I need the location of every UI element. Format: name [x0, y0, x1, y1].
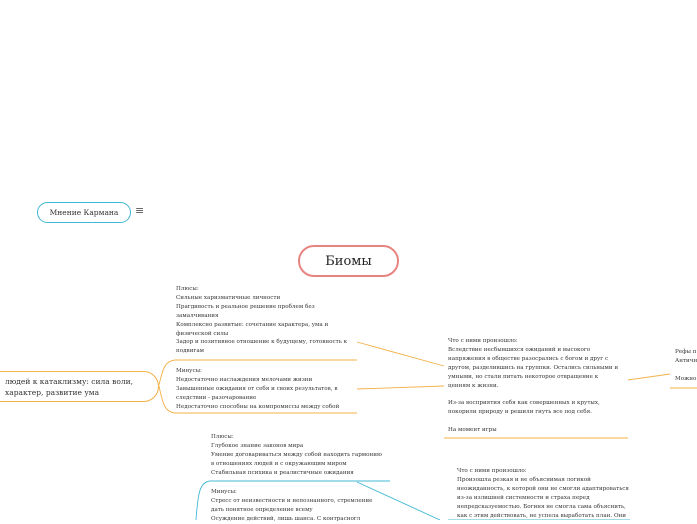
right-edge-note[interactable] — [675, 348, 697, 384]
note-line: На момент игры — [448, 427, 497, 434]
note-line — [675, 366, 697, 375]
note-line: Минусы: — [176, 368, 202, 374]
branch1-plus-note[interactable] — [176, 285, 347, 356]
central-topic-biomes[interactable] — [298, 245, 399, 277]
branch2-plus-note[interactable] — [211, 433, 382, 478]
note-line: Что с ними произошло: — [448, 338, 518, 344]
connector-plus-what — [357, 342, 444, 366]
note-line — [448, 417, 618, 426]
menu-icon[interactable]: ≡ — [135, 204, 145, 217]
connector-minus-what — [357, 386, 444, 389]
adaptation-line: людей к катаклизму: сила воли, — [5, 376, 133, 386]
karman-opinion-label: Мнение Кармана — [49, 208, 119, 217]
note-line: Прагдивость и реальное решение проблем без — [176, 303, 315, 310]
note-line: из-за излишней системности и страха перед — [457, 494, 590, 501]
note-line: Умение договариваться между собой находить гармонию — [211, 451, 382, 458]
note-line: Сильные харизматичные личности — [176, 294, 281, 301]
note-line: Завышенные ожидания от себя и своих результатов, в — [176, 385, 338, 392]
note-line: дать понятное определение всему — [211, 506, 313, 513]
karman-opinion-node[interactable] — [37, 202, 131, 223]
adaptation-line: характер, развитие ума — [5, 387, 100, 397]
note-line: как с этим действовать, не успела выработать план. Они — [457, 512, 626, 519]
note-line: в отношениях людей и с окружающим миром — [211, 460, 347, 467]
note-line: Комплексно развитые: сочетание характера, ума и — [176, 321, 329, 328]
note-line: напряжения в обществе разосрались с богом и друг с — [448, 355, 609, 362]
note-line: Стабильная психика и реалистичные ожидания — [211, 469, 354, 476]
note-line: физической силы — [176, 330, 229, 337]
note-line: непредсказуемостью. Богиня не смогла сама объяснить, — [457, 503, 626, 510]
note-line: неожиданность, к которой они не смогли адаптироваться — [457, 485, 629, 492]
note-line: умными, но стали питать некоторое отвращение к — [448, 373, 599, 380]
connector-what-right — [628, 374, 670, 380]
note-line: подвигам — [176, 348, 205, 355]
note-line — [448, 390, 618, 399]
note-line: покорили природу и решили гнуть все под себя. — [448, 409, 592, 416]
note-line: замалчивания — [176, 312, 219, 319]
note-line: Можно — [675, 375, 697, 382]
note-line: Плюсы: — [211, 434, 234, 440]
note-line: Недостаточно наслаждения мелочами жизни — [176, 376, 313, 383]
central-topic-label: Биомы — [325, 253, 372, 269]
note-line: Из-за восприятия себя как совершенных и крутых, — [448, 400, 600, 407]
what-happened-note-1[interactable] — [448, 337, 618, 435]
branch2-minus-note[interactable] — [211, 488, 372, 524]
note-line: Что с ними произошло: — [457, 468, 527, 474]
note-line: Произошла резкая и не объяснимая логикой — [457, 476, 591, 483]
note-line: Плюсы: — [176, 286, 199, 292]
note-line: Стресс от неизвестности и непознанного, стремление — [211, 497, 373, 504]
note-line: Осуждение действий, лишь шанса. С контрасногл — [211, 515, 361, 522]
adaptation-node[interactable] — [0, 371, 159, 402]
branch1-minus-note[interactable] — [176, 367, 339, 412]
what-happened-note-2[interactable] — [457, 467, 629, 520]
note-line: Рефы п — [675, 349, 697, 355]
note-line: Античн — [675, 357, 697, 364]
note-line: Недостаточно способны на компромиссы между собой — [176, 403, 340, 410]
note-line: ценням к жизни. — [448, 382, 499, 389]
note-line: следствии - разочарование — [176, 394, 257, 401]
note-line: другом, разделившись на группки. Остались сильными и — [448, 364, 619, 371]
note-line: Глубокое знание законов мира — [211, 442, 304, 449]
note-line: Вследствие несбывшихся ожиданий и высокого — [448, 346, 591, 353]
note-line: Минусы: — [211, 489, 237, 495]
note-line: Задор и позитивное отношение к будущему, готовность к — [176, 339, 348, 346]
